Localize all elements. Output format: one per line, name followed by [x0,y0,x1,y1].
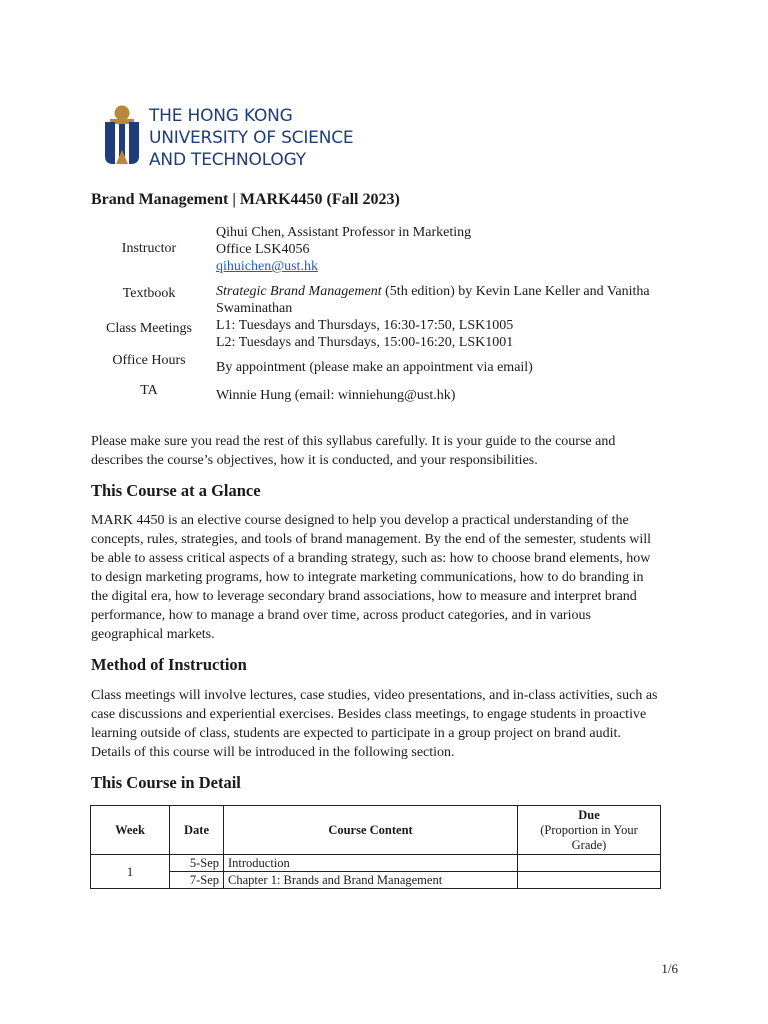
glance-line: be able to assess critical aspects of a branding strategy, such as: how to choose brand elements, how [91,551,651,566]
textbook-value [216,283,656,317]
class-meeting-l1: L1: Tuesdays and Thursdays, 16:30-17:50, LSK1005 [216,318,514,333]
intro-paragraph [91,432,681,470]
instructor-email-link[interactable]: qihuichen@ust.hk [216,259,318,274]
logo-line-1: THE HONG KONG [149,106,293,126]
method-heading: Method of Instruction [91,655,247,674]
textbook-title: Strategic Brand Management [216,284,382,299]
intro-line: Please make sure you read the rest of this syllabus carefully. It is your guide to the course and [91,434,616,449]
col-content-header: Course Content [224,806,518,855]
due-cell [518,872,661,889]
logo-line-2: UNIVERSITY OF SCIENCE [149,128,354,148]
class-meeting-l2: L2: Tuesdays and Thursdays, 15:00-16:20, LSK1001 [216,335,514,350]
date-cell: 5-Sep [170,855,224,872]
class-meetings-label: Class Meetings [106,321,192,336]
ta-label: TA [140,383,158,398]
due-cell [518,855,661,872]
instructor-office: Office LSK4056 [216,242,310,257]
instructor-name: Qihui Chen, Assistant Professor in Marketing [216,225,472,240]
method-line: Details of this course will be introduced in the following section. [91,745,455,760]
table-row [91,872,661,889]
week-cell: 1 [91,855,170,889]
glance-line: MARK 4450 is an elective course designed to help you develop a practical understanding of the [91,513,629,528]
method-line: Class meetings will involve lectures, case studies, video presentations, and in-class activities, such as [91,688,658,703]
glance-line: to design marketing programs, how to integrate marketing communications, how to do branding in [91,570,644,585]
logo-line-3: AND TECHNOLOGY [149,150,306,170]
table-header-row [91,806,661,855]
detail-heading: This Course in Detail [91,773,241,792]
glance-line: the digital era, how to leverage secondary brand associations, how to measure and interpret brand [91,589,637,604]
glance-line: concepts, rules, strategies, and tools of brand management. By the end of the semester, students will [91,532,652,547]
instructor-value [216,224,656,275]
office-hours-label: Office Hours [112,353,186,368]
glance-heading: This Course at a Glance [91,481,261,500]
course-title: Brand Management | MARK4450 (Fall 2023) [91,191,400,208]
office-hours-value: By appointment (please make an appointment via email) [216,360,533,375]
col-week-header: Week [91,806,170,855]
method-line: case discussions and experiential exercises. Besides class meetings, to engage students in proactive [91,707,647,722]
content-cell: Chapter 1: Brands and Brand Management [224,872,518,889]
method-line: learning outside of class, students are expected to participate in a group project on brand audit. [91,726,621,741]
instructor-label: Instructor [121,241,177,256]
glance-line: geographical markets. [91,627,215,642]
class-meetings-value [216,317,656,351]
table-row [91,855,661,872]
glance-paragraph [91,511,681,644]
method-paragraph [91,686,681,762]
textbook-label: Textbook [122,286,176,301]
ta-value: Winnie Hung (email: winniehung@ust.hk) [216,388,456,403]
content-cell: Introduction [224,855,518,872]
intro-line: describes the course’s objectives, how it is conducted, and your responsibilities. [91,453,538,468]
due-subtitle: (Proportion in Your Grade) [540,822,638,852]
col-date-header: Date [170,806,224,855]
date-cell: 7-Sep [170,872,224,889]
page-number: 1/6 [661,961,678,976]
due-title: Due [578,807,600,822]
university-name [149,105,353,171]
textbook-authors: Swaminathan [216,301,293,316]
col-due-header [518,806,661,855]
glance-line: performance, how to manage a brand over time, across product categories, and in various [91,608,591,623]
textbook-details: (5th edition) by Kevin Lane Keller and Vanitha [381,284,650,299]
schedule-table [90,805,661,889]
